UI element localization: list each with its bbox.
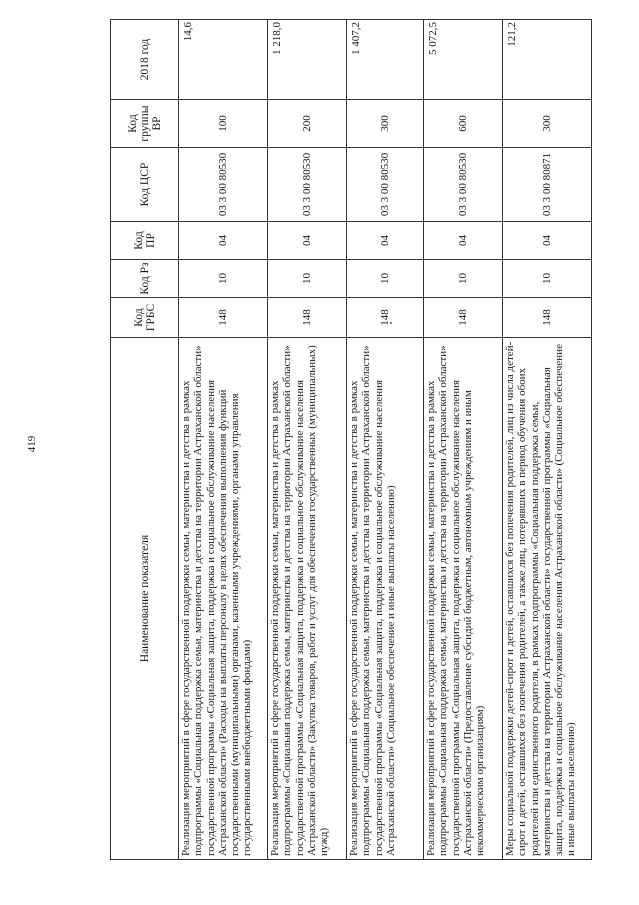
table-row [268,20,347,860]
row-vr: 600 [424,100,503,148]
row-grbs: 148 [347,298,424,338]
row-rz: 10 [503,260,592,298]
header-csr: Код ЦСР [111,148,179,222]
table-header-row [111,20,179,860]
table-row [347,20,424,860]
budget-table-container [110,20,591,860]
row-csr: 03 3 00 80530 [424,148,503,222]
budget-table [110,19,592,860]
row-csr: 03 3 00 80530 [347,148,424,222]
row-pr: 04 [268,222,347,260]
row-grbs: 148 [179,298,268,338]
row-grbs: 148 [268,298,347,338]
header-rz: Код Рз [111,260,179,298]
row-name: Реализация мероприятий в сфере государственной поддержки семьи, материнства и детства в рамках подпрограммы «Социальная поддержка семьи, материнства и детства на территории Астраханской области» государственной программы «Социальная защита, поддержка и социальное обслуживание населения Астраханской области» (Предоставление субсидий бюджетным, автономным учреждениям и иным некоммерческим организациям) [424,338,503,860]
row-rz: 10 [347,260,424,298]
table-row [503,20,592,860]
row-vr: 100 [179,100,268,148]
row-name: Меры социальной поддержки детей-сирот и детей, оставшихся без попечения родителей, лиц из числа детей-сирот и детей, оставшихся без попечения родителей, а также лиц, потерявших в период обучения обоих родителей или единственного родителя, в рамках подпрограммы «Социальная поддержка семьи, материнства и детства на территории Астраханской области» государственной программы «Социальная защита, поддержка и социальное обслуживание населения Астраханской области» (Социальное обеспечение и иные выплаты населению) [503,338,592,860]
row-vr: 200 [268,100,347,148]
table-row [424,20,503,860]
row-rz: 10 [268,260,347,298]
row-csr: 03 3 00 80530 [179,148,268,222]
row-name: Реализация мероприятий в сфере государственной поддержки семьи, материнства и детства в рамках подпрограммы «Социальная поддержка семьи, материнства и детства на территории Астраханской области» государственной программы «Социальная защита, поддержка и социальное обслуживание населения Астраханской области» (Социальное обеспечение и иные выплаты населению) [347,338,424,860]
header-year: 2018 год [111,20,179,100]
header-grbs: Код ГРБС [111,298,179,338]
row-vr: 300 [503,100,592,148]
row-amount: 1 407,2 [347,20,424,100]
header-pr: Код ПР [111,222,179,260]
row-amount: 14,6 [179,20,268,100]
row-pr: 04 [424,222,503,260]
row-rz: 10 [179,260,268,298]
row-amount: 121,2 [503,20,592,100]
row-pr: 04 [179,222,268,260]
row-name: Реализация мероприятий в сфере государственной поддержки семьи, материнства и детства в рамках подпрограммы «Социальная поддержка семьи, материнства и детства на территории Астраханской области» государственной программы «Социальная защита, поддержка и социальное обслуживание населения Астраханской области» (Закупка товаров, работ и услуг для обеспечения государственных (муниципальных) нужд) [268,338,347,860]
row-pr: 04 [503,222,592,260]
row-name: Реализация мероприятий в сфере государственной поддержки семьи, материнства и детства в рамках подпрограммы «Социальная поддержка семьи, материнства и детства на территории Астраханской области» государственной программы «Социальная защита, поддержка и социальное обслуживание населения Астраханской области» (Расходы на выплаты персоналу в целях обеспечения выполнения функций государственными (муниципальными) органами, казенными учреждениями, органами управления государственными внебюджетными фондами) [179,338,268,860]
row-grbs: 148 [424,298,503,338]
table-row [179,20,268,860]
page-number: 419 [26,435,38,453]
row-pr: 04 [347,222,424,260]
header-name: Наименование показателя [111,338,179,860]
row-amount: 1 218,0 [268,20,347,100]
row-csr: 03 3 00 80871 [503,148,592,222]
header-vr: Код группы ВР [111,100,179,148]
row-amount: 5 072,5 [424,20,503,100]
row-vr: 300 [347,100,424,148]
row-csr: 03 3 00 80530 [268,148,347,222]
row-rz: 10 [424,260,503,298]
row-grbs: 148 [503,298,592,338]
